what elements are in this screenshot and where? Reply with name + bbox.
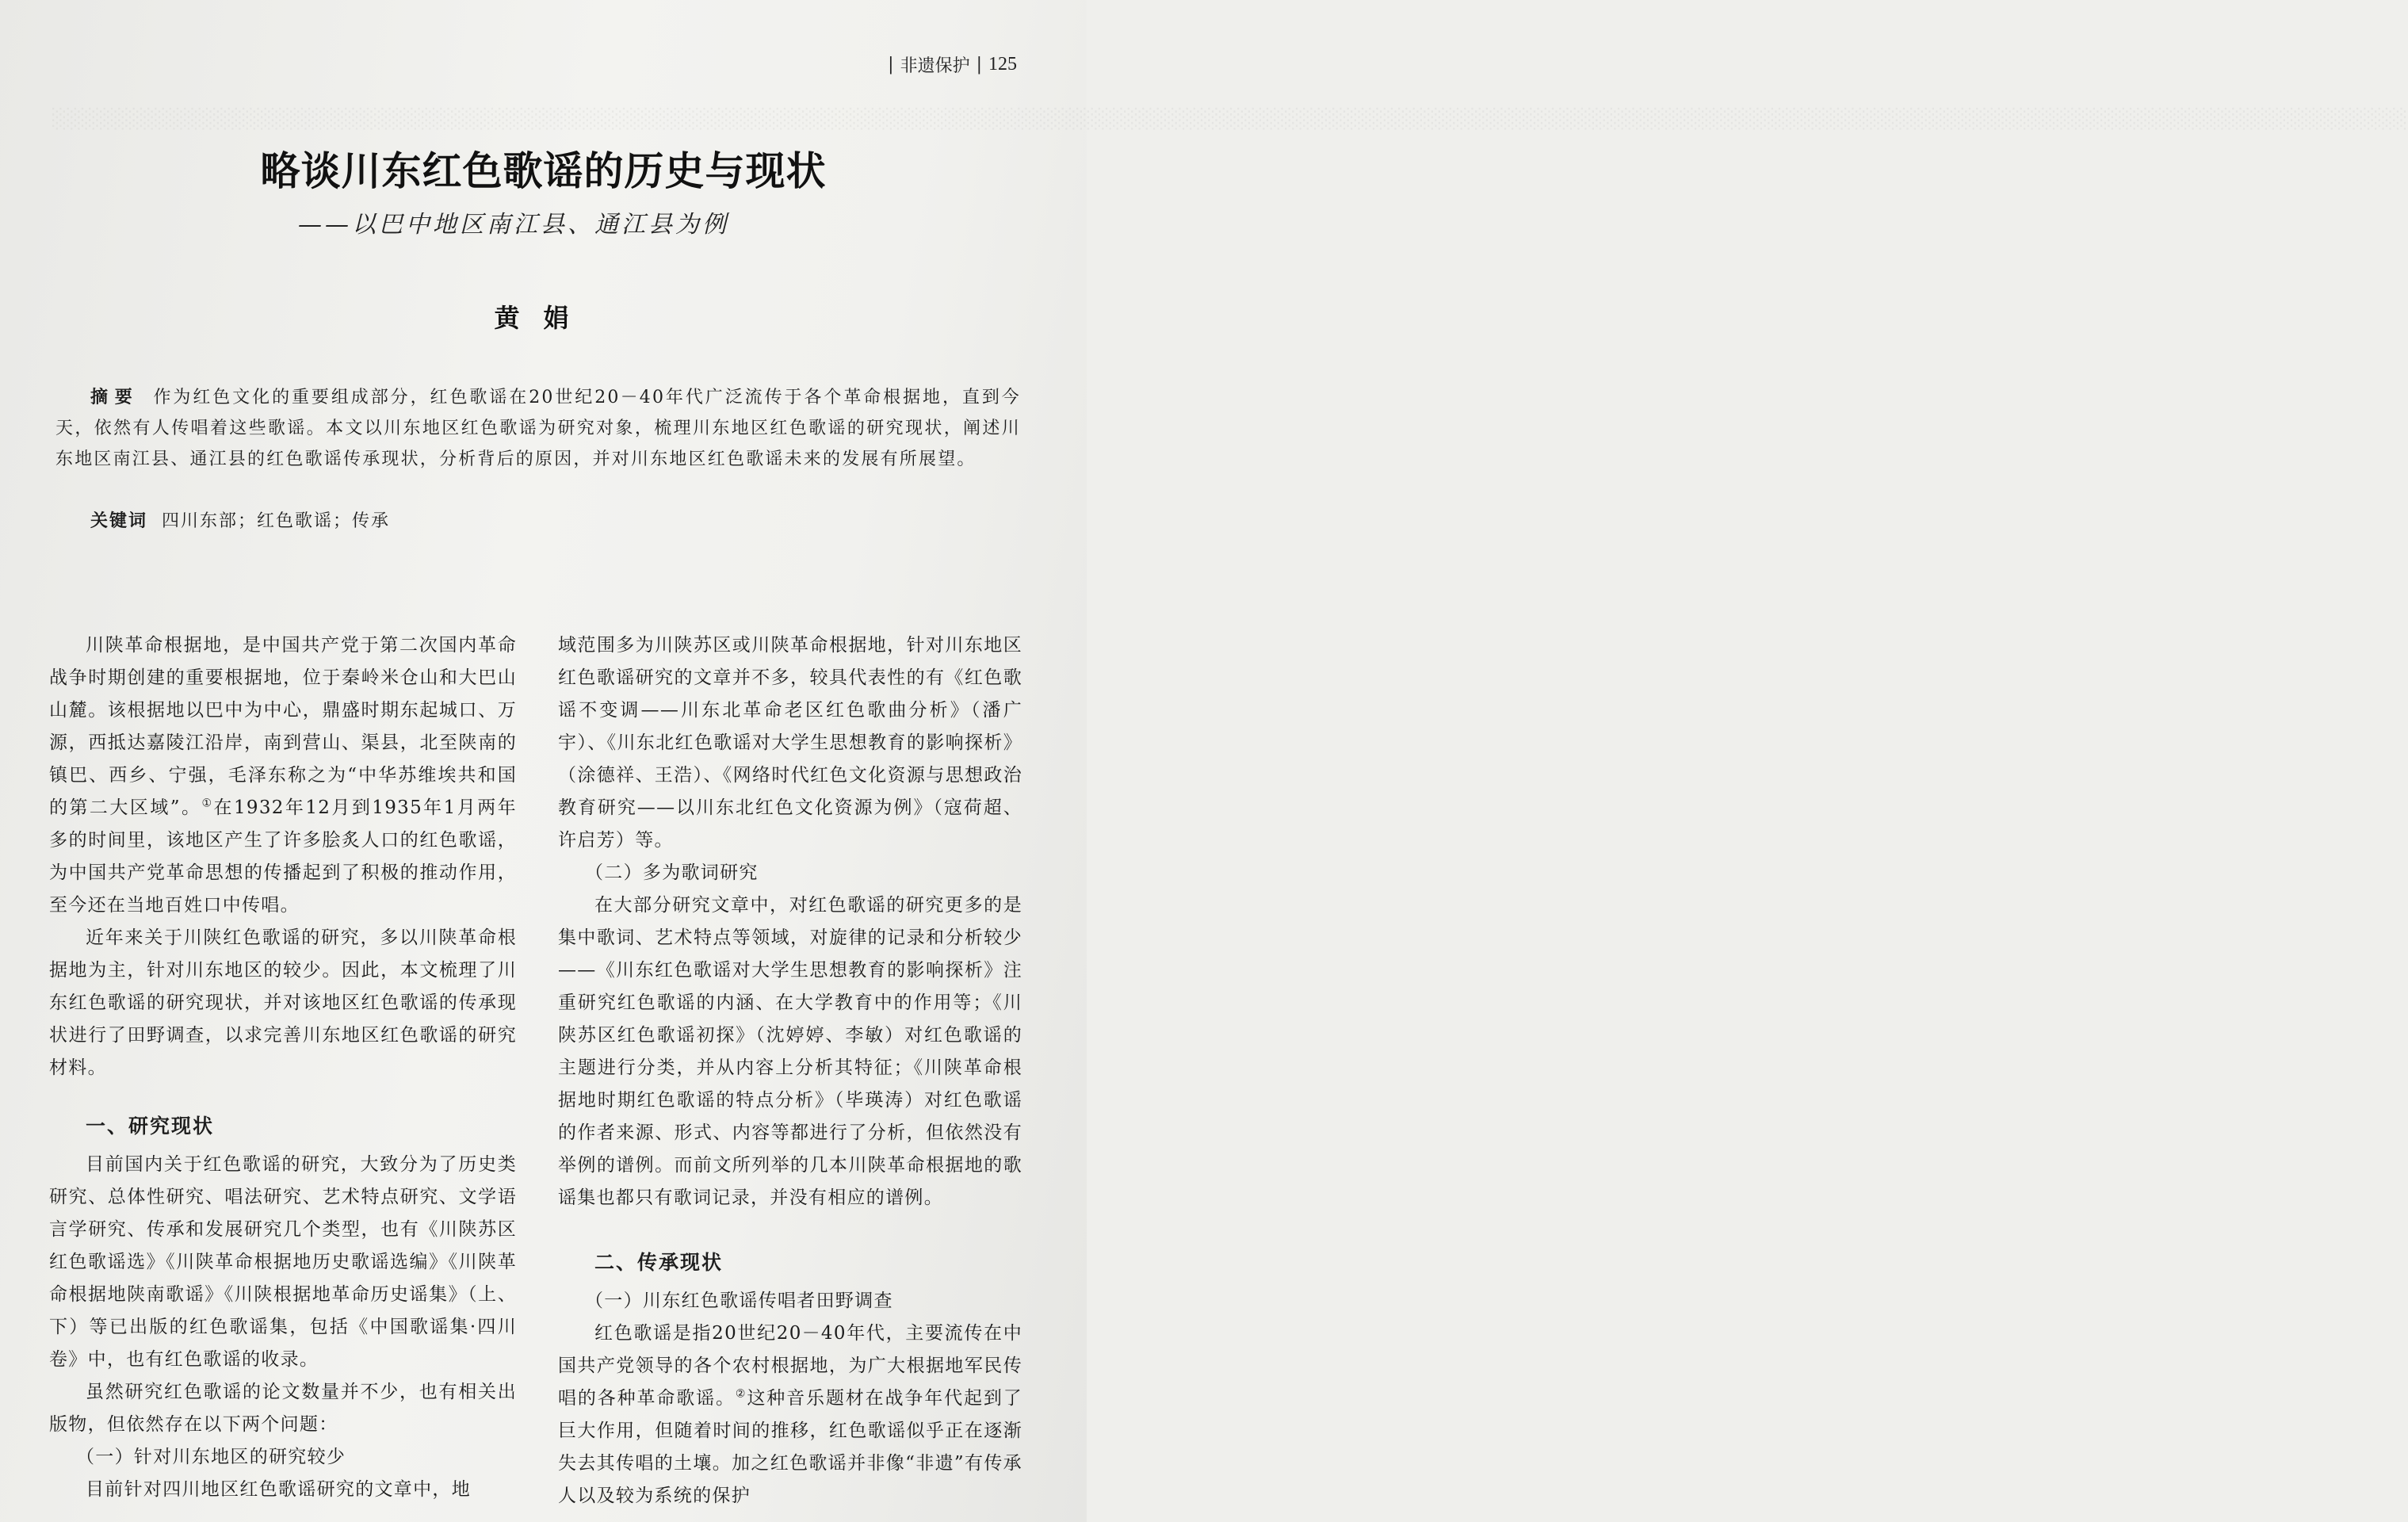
footnote-marker: ② — [735, 1387, 747, 1401]
footnote-marker: ① — [201, 797, 214, 810]
body-paragraph: 目前针对四川地区红色歌谣研究的文章中，地 — [86, 1479, 471, 1500]
bleed-through-texture: ░░░░░░░░░░░░░░░░░░░░░░░░░░░░░░░░░░░░░░░░░░░░░░░░░░░░░░░░░░░░░░░░░░░░░░░░░░░░░░░░░░░░░░░░░░░░░░░░░░░░░░░░░░░░░░░░░░░░░░░░░░░░░░░░░░░░░░░░░░░░░░░░░░░░░░░░░░░░░░░░░ — [52, 108, 2408, 130]
author: 黄娟 — [494, 303, 593, 333]
body-paragraph: 在大部分研究文章中，对红色歌谣的研究更多的是集中歌词、艺术特点等领域，对旋律的记录和分析较少——《川东红色歌谣对大学生思想教育的影响探析》注重研究红色歌谣的内涵、在大学教育中的作用等；《川陕苏区红色歌谣初探》（沈婷婷、李敏）对红色歌谣的主题进行分类，并从内容上分析其特征；《川陕革命根据地时期红色歌谣的特点分析》（毕瑛涛）对红色歌谣的作者来源、形式、内容等都进行了分析，但依然没有举例的谱例。而前文所列举的几本川陕革命根据地的歌谣集也都只有歌词记录，并没有相应的谱例。 — [558, 895, 1022, 1208]
paragraph-text: 在1932年12月到1935年1月两年多的时间里，该地区产生了许多脍炙人口的红色歌谣，为中国共产党革命思想的传播起到了积极的推动作用，至今还在当地百姓口中传唱。 — [49, 797, 517, 916]
header-section: 非遗保护 — [900, 56, 970, 76]
running-header: | 非遗保护 | 125 — [888, 54, 1017, 76]
body-paragraph: 目前国内关于红色歌谣的研究，大致分为了历史类研究、总体性研究、唱法研究、艺术特点研究、文学语言学研究、传承和发展研究几个类型，也有《川陕苏区红色歌谣选》《川陕革命根据地历史歌谣选编》《川陕革命根据地陕南歌谣》《川陕根据地革命历史谣集》（上、下）等已出版的红色歌谣集，包括《中国歌谣集·四川卷》中，也有红色歌谣的收录。 — [49, 1154, 517, 1370]
subsection-heading: （二）多为歌词研究 — [585, 862, 759, 883]
paragraph-text: 川陕革命根据地，是中国共产党于第二次国内革命战争时期创建的重要根据地，位于秦岭米仓山和大巴山山麓。该根据地以巴中为中心，鼎盛时期东起城口、万源，西抵达嘉陵江沿岸，南到营山、渠县，北至陕南的镇巴、西乡、宁强，毛泽东称之为“中华苏维埃共和国的第二大区域”。 — [49, 635, 517, 818]
subsection-heading: （一）川东红色歌谣传唱者田野调查 — [585, 1291, 893, 1311]
page-number: 125 — [988, 54, 1017, 75]
keywords-text: 四川东部；红色歌谣；传承 — [162, 511, 391, 531]
left-column — [49, 629, 517, 1506]
body-paragraph: 虽然研究红色歌谣的论文数量并不少，也有相关出版物，但依然存在以下两个问题： — [49, 1382, 517, 1435]
body-paragraph: 域范围多为川陕苏区或川陕革命根据地，针对川东地区红色歌谣研究的文章并不多，较具代表性的有《红色歌谣不变调——川东北革命老区红色歌曲分析》（潘广宇）、《川东北红色歌谣对大学生思想教育的影响探析》（涂德祥、王浩）、《网络时代红色文化资源与思想政治教育研究——以川东北红色文化资源为例》（寇荷超、许启芳）等。 — [558, 635, 1022, 851]
abstract — [55, 382, 1021, 475]
section-heading: 二、传承现状 — [594, 1251, 724, 1274]
body-paragraph: 近年来关于川陕红色歌谣的研究，多以川陕革命根据地为主，针对川东地区的较少。因此，本文梳理了川东红色歌谣的研究现状，并对该地区红色歌谣的传承现状进行了田野调查，以求完善川东地区红色歌谣的研究材料。 — [49, 927, 517, 1078]
body-paragraph — [558, 1317, 1022, 1512]
section-heading: 一、研究现状 — [86, 1115, 215, 1138]
keywords-label: 关键词 — [90, 511, 148, 531]
abstract-text: 作为红色文化的重要组成部分，红色歌谣在20世纪20－40年代广泛流传于各个革命根据地，直到今天，依然有人传唱着这些歌谣。本文以川东地区红色歌谣为研究对象，梳理川东地区红色歌谣的研究现状，阐述川东地区南江县、通江县的红色歌谣传承现状，分析背后的原因，并对川东地区红色歌谣未来的发展有所展望。 — [55, 388, 1021, 469]
right-column — [558, 629, 1022, 1512]
article-subtitle: ——以巴中地区南江县、通江县为例 — [298, 211, 729, 239]
paragraph-text: 红色歌谣是指20世纪20－40年代，主要流传在中国共产党领导的各个农村根据地，为广大根据地军民传唱的各种革命歌谣。 — [558, 1323, 1022, 1409]
article-title: 略谈川东红色歌谣的历史与现状 — [260, 148, 827, 194]
subsection-heading: （一）针对川东地区的研究较少 — [76, 1447, 346, 1467]
keywords — [90, 507, 390, 532]
paragraph-text: 这种音乐题材在战争年代起到了巨大作用，但随着时间的推移，红色歌谣似乎正在逐渐失去其传唱的土壤。加之红色歌谣并非像“非遗”有传承人以及较为系统的保护 — [558, 1388, 1023, 1506]
body-paragraph — [49, 629, 517, 922]
abstract-label: 摘要 — [90, 388, 140, 407]
